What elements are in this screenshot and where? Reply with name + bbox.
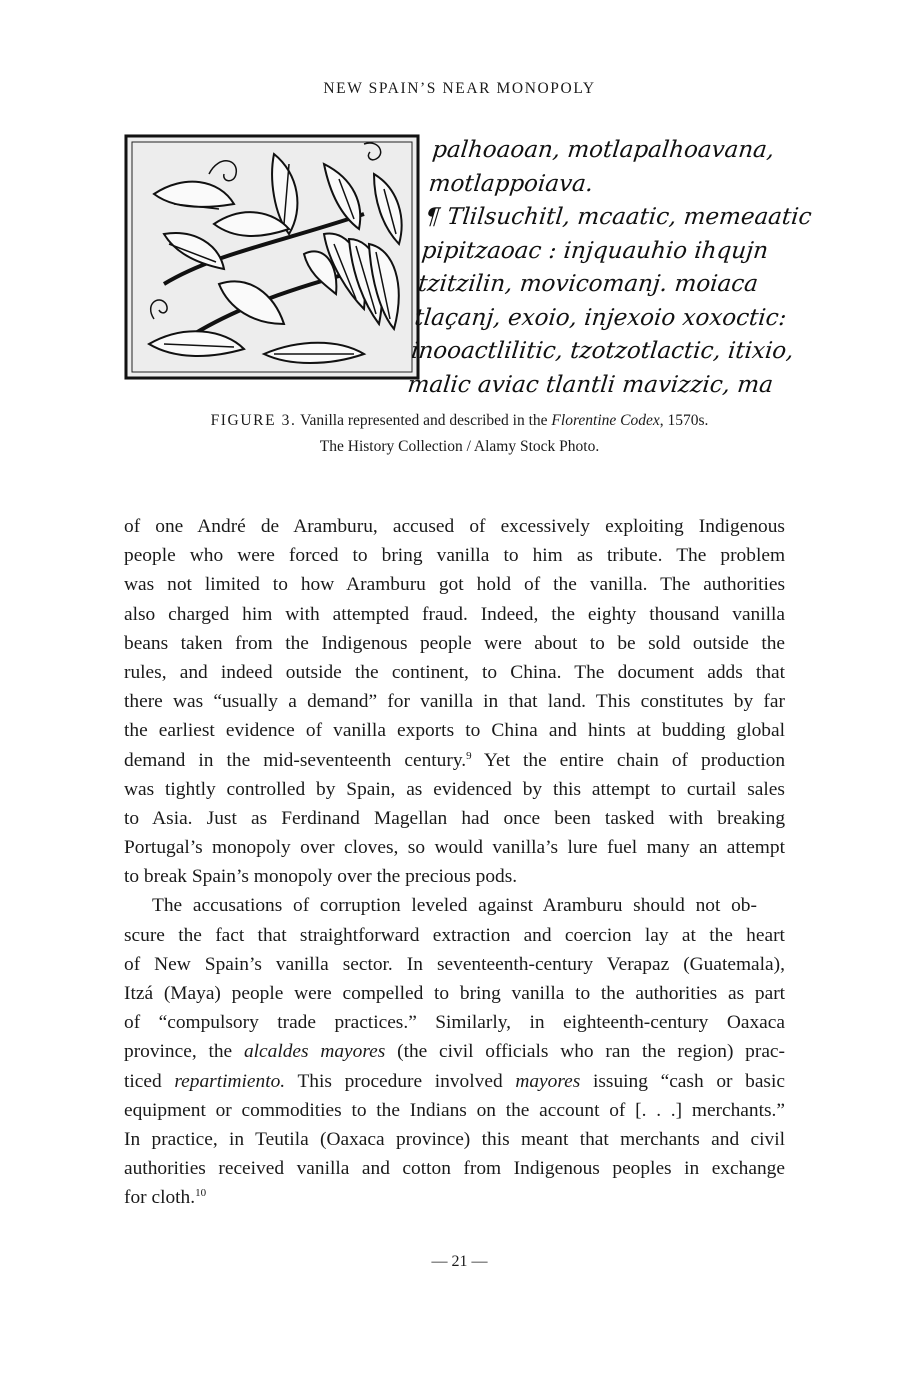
codex-line: motlappoiava. <box>427 170 595 197</box>
text-line: of “compulsory trade practices.” Similarly, in eighteenth-century Oaxaca <box>124 1012 785 1034</box>
caption-text-end: , 1570s. <box>659 412 709 429</box>
text-run: Yet the entire chain of production <box>471 749 786 771</box>
text-run: province, the <box>124 1041 244 1063</box>
text-run: This procedure involved <box>285 1070 516 1092</box>
text-line: was tightly controlled by Spain, as evidenced by this attempt to curtail sales <box>124 778 785 800</box>
text-line: rules, and indeed outside the continent, to China. The document adds that <box>124 661 786 683</box>
caption-credit: The History Collection / Alamy Stock Photo. <box>319 438 600 455</box>
footnote-ref-9[interactable]: 9 <box>466 749 472 762</box>
codex-nahuatl-text <box>406 134 813 398</box>
vanilla-plant-illustration <box>124 134 420 380</box>
text-run: ticed <box>124 1070 175 1092</box>
text-line: Itzá (Maya) people were compelled to bring vanilla to the authorities as part <box>124 983 786 1004</box>
page-number: — 21 — <box>431 1253 488 1270</box>
paragraph-1 <box>124 512 785 891</box>
codex-line: tzitzilin, movicomanj. moiaca <box>416 271 760 297</box>
text-run: for cloth. <box>124 1187 196 1209</box>
text-line <box>124 1183 785 1212</box>
paragraph-2 <box>124 891 785 1212</box>
text-line: was not limited to how Aramburu got hold of the vanilla. The authorities <box>124 574 786 596</box>
codex-line: tlaçanj, exoio, injexoio xoxoctic: <box>413 304 788 331</box>
text-line: the earliest evidence of vanilla exports to China and hints at budding global <box>124 720 785 742</box>
footnote-ref-10[interactable]: 10 <box>195 1187 207 1200</box>
text-line <box>124 1037 785 1066</box>
text-run: issuing “cash or basic <box>580 1070 785 1092</box>
codex-line: inooactlilitic, tzotzotlactic, itixio, <box>409 338 795 364</box>
text-line: also charged him with attempted fraud. Indeed, the eighty thousand vanilla <box>124 603 786 625</box>
text-line: scure the fact that straightforward extraction and coercion lay at the heart <box>124 924 785 946</box>
caption-work-title: Florentine Codex <box>551 412 660 429</box>
vanilla-woodcut-image <box>124 134 420 380</box>
text-line: In practice, in Teutila (Oaxaca province) this meant that merchants and civil <box>124 1128 785 1150</box>
text-line <box>124 1067 785 1096</box>
text-line: of New Spain’s vanilla sector. In seventeenth-century Verapaz (Guatemala), <box>124 953 785 975</box>
text-line: equipment or commodities to the Indians on the account of [. . .] merchants.” <box>124 1099 786 1121</box>
running-head: NEW SPAIN’S NEAR MONOPOLY <box>323 80 596 97</box>
text-line: The accusations of corruption leveled against Aramburu should not ob- <box>152 895 757 917</box>
body-text <box>124 512 785 1213</box>
italic-term: repartimiento. <box>174 1070 286 1092</box>
italic-term: alcaldes mayores <box>243 1041 386 1063</box>
codex-line: pipitzaoac : injquauhio ihqujn <box>420 237 770 264</box>
caption-line <box>0 408 919 434</box>
figure-caption <box>0 408 919 460</box>
text-line: to Asia. Just as Ferdinand Magellan had once been tasked with breaking <box>124 807 786 829</box>
figure-3 <box>124 134 813 398</box>
text-line: to break Spain’s monopoly over the precious pods. <box>124 866 518 888</box>
caption-text: Vanilla represented and described in the <box>296 412 552 429</box>
text-run: demand in the mid-seventeenth century. <box>124 749 467 771</box>
text-line: Portugal’s monopoly over cloves, so would vanilla’s lure fuel many an attempt <box>124 837 785 859</box>
text-line: there was “usually a demand” for vanilla in that land. This constitutes by far <box>124 691 785 713</box>
text-run: (the civil officials who ran the region) prac- <box>385 1041 785 1063</box>
text-line: of one André de Aramburu, accused of excessively exploiting Indigenous <box>124 516 785 537</box>
codex-line: ¶ Tlilsuchitl, mcaatic, memeaatic <box>423 204 813 230</box>
figure-label: FIGURE 3. <box>210 412 297 429</box>
codex-line: palhoaoan, motlapalhoavana, <box>430 137 776 163</box>
text-line: people who were forced to bring vanilla to him as tribute. The problem <box>124 545 786 567</box>
text-line <box>124 746 785 775</box>
text-line: authorities received vanilla and cotton from Indigenous peoples in exchange <box>124 1158 785 1180</box>
codex-line: malic aviac tlantli mavizzic, ma <box>406 371 775 398</box>
text-line: beans taken from the Indigenous people were about to be sold outside the <box>124 632 786 654</box>
italic-term: mayores <box>515 1070 581 1092</box>
